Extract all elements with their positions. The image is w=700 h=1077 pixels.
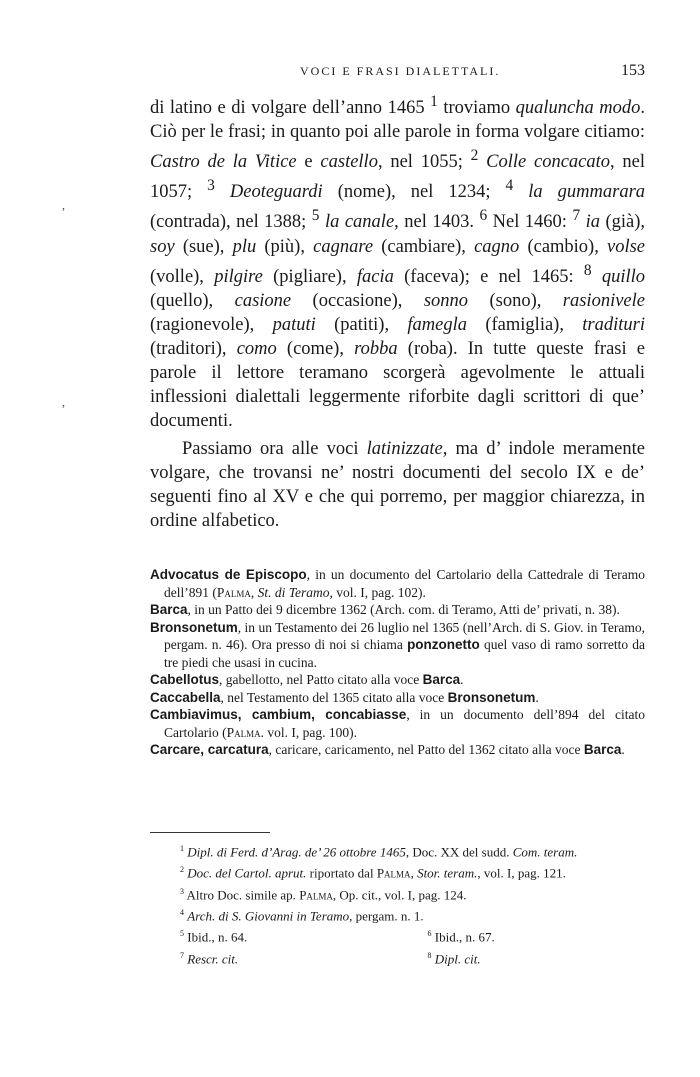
footnote-rule (150, 832, 270, 833)
footnote-ref: 3 (207, 177, 215, 195)
text-run: di latino e di volgare dell’anno 1465 (150, 98, 431, 119)
text-run: , nel 1403. (394, 212, 480, 233)
footnote (150, 861, 645, 882)
text-run: (ragionevole), (150, 314, 273, 335)
glossary-entry (150, 619, 645, 672)
text-run: , vol. I, pag. 102). (329, 584, 426, 600)
text-run: la gummarara (528, 182, 646, 203)
footnote-row (150, 925, 645, 946)
footnote (150, 904, 645, 925)
text-run: patuti (272, 314, 316, 335)
text-run: tradituri (582, 314, 646, 335)
text-run: Stor. teram. (417, 865, 478, 881)
headword: Advocatus de Episcopo (150, 567, 307, 582)
headword: Carcare, carcatura (150, 742, 269, 757)
text-run: casione (234, 290, 292, 311)
text-run: (roba). In tutte queste frasi e parole il lettore teramano scorgerà agevolmente le attuali inflessioni dialettali leggermente riforbite dagli scrittori di que’ documenti. (150, 338, 645, 431)
text-run: (volle), (150, 266, 215, 287)
text-run: , ma d’ indole meramente volgare, che trovansi ne’ nostri documenti del secolo IX e de’ seguenti fino al XV e che qui porremo, per maggior chiarezza, in ordine alfabetico. (150, 438, 645, 531)
headword: Cabellotus (150, 672, 220, 687)
text-run: Deoteguardi (229, 182, 323, 203)
text-run: Castro de la Vitice (150, 152, 297, 173)
margin-mark: , (62, 198, 65, 212)
text-run: famegla (407, 314, 468, 335)
text-run: sonno (423, 290, 469, 311)
text-run: Altro Doc. simile ap. (184, 886, 300, 902)
text-run: e (296, 152, 321, 173)
text-run: riportato dal (306, 865, 377, 881)
text-run: (pigliare), (262, 266, 357, 287)
footnotes (150, 840, 645, 968)
text-run: facia (356, 266, 394, 287)
text-run: (traditori), (150, 338, 237, 359)
footnote (150, 883, 645, 904)
footnote-ref: 6 (427, 929, 432, 939)
footnote (150, 925, 398, 946)
footnote-row (150, 947, 645, 968)
glossary-entry (150, 689, 645, 707)
text-run: , vol. I, pag. 121. (477, 865, 566, 881)
text-run: Palma (299, 886, 333, 902)
text-run: , Doc. XX del sudd. (405, 844, 513, 860)
footnote-ref: 1 (180, 844, 184, 853)
text-run: qualuncha modo (515, 98, 641, 119)
footnote-ref: 7 (572, 207, 581, 225)
headword: Bronsonetum (150, 619, 238, 635)
text-run: plu (232, 236, 257, 257)
text-run (513, 182, 528, 202)
text-run: , pergam. n. 1. (349, 908, 424, 924)
headword: Caccabella (150, 689, 221, 705)
text-run: . (460, 672, 464, 687)
footnote (150, 840, 645, 861)
footnote (398, 947, 646, 968)
text-run: , Op. cit., vol. I, pag. 124. (332, 886, 467, 902)
glossary-list (150, 566, 645, 759)
text-run: , (250, 584, 258, 600)
headword: Bronsonetum (447, 689, 536, 705)
footnote-ref: 1 (430, 93, 438, 110)
text-run: (come), (276, 338, 355, 359)
text-run: Arch. di S. Giovanni in Teramo (187, 908, 350, 924)
glossary-entry (150, 601, 645, 619)
footnote-ref: 5 (311, 207, 320, 225)
text-run: Dipl. di Ferd. d’Arag. de’ 26 ottobre 1465 (187, 844, 406, 860)
headword: ponzonetto (407, 637, 480, 652)
text-run: pilgire (214, 266, 263, 287)
text-run: St. di Teramo (257, 584, 330, 600)
text-run: cagnare (313, 236, 374, 257)
text-run: (patiti), (315, 314, 408, 335)
text-run: , in un documento dell’894 del citato Cartolario ( (164, 707, 645, 740)
text-run: Nel 1460: (487, 212, 573, 233)
footnote (150, 947, 398, 968)
body-paragraph (150, 90, 645, 433)
running-header (150, 62, 645, 80)
text-run: (più), (256, 236, 314, 257)
text-run (478, 152, 486, 172)
text-run: Rescr. cit. (187, 950, 239, 966)
text-run: Palma (226, 724, 261, 740)
text-run: Ibid., n. 67. (431, 929, 495, 945)
text-run: Palma (376, 865, 411, 881)
text-run: troviamo (437, 98, 516, 119)
text-run: , in un Testamento dei 26 luglio nel 1365 (nell’Arch. di S. Giov. in Teramo, pergam. n. 46). Ora presso di noi si chiama (164, 619, 645, 652)
glossary-entry (150, 671, 645, 689)
text-run: Colle concacato (486, 152, 611, 173)
footnote-ref: 5 (180, 929, 184, 939)
text-run: Passiamo ora alle voci (182, 438, 367, 459)
text-run: (quello), (150, 290, 235, 311)
page-number: 153 (621, 62, 645, 79)
running-title: VOCI E FRASI DIALETTALI. (300, 64, 501, 78)
text-run: como (236, 338, 277, 359)
text-run: quillo (601, 266, 646, 287)
text-run: (nome), nel 1234; (322, 182, 506, 203)
footnote-ref: 4 (180, 907, 184, 917)
glossary-entry (150, 566, 645, 601)
text-run: quel vaso di ramo sorretto da tre piedi che usasi in cucina. (164, 637, 645, 670)
text-run (592, 267, 602, 287)
text-run: la canale (324, 212, 395, 233)
text-run: ia (585, 212, 601, 233)
text-run: Palma (216, 584, 251, 600)
footnote-ref: 2 (470, 147, 479, 165)
text-run: volse (607, 236, 646, 257)
text-run: (occasione), (291, 290, 424, 311)
text-run: , gabellotto, nel Patto citato alla voce (219, 672, 423, 687)
headword: Barca (583, 742, 622, 757)
footnote-ref: 7 (180, 950, 184, 960)
text-run: (sue), (174, 236, 233, 257)
glossary-entry (150, 741, 645, 759)
text-run: (sono), (468, 290, 563, 311)
text-run: (famiglia), (467, 314, 583, 335)
text-run (215, 182, 230, 202)
text-run: , caricare, caricamento, nel Patto del 1362 citato alla voce (268, 742, 584, 757)
text-run: cagno (474, 236, 520, 257)
footnote-ref: 8 (583, 261, 592, 279)
text-run: . vol. I, pag. 100). (260, 724, 357, 740)
text-run: latinizzate (366, 438, 443, 459)
text-run: . (621, 742, 625, 757)
footnote-ref: 4 (505, 177, 514, 195)
text-run: , nel 1055; (377, 152, 471, 173)
footnote-ref: 2 (180, 865, 184, 875)
text-run: Dipl. cit. (434, 950, 481, 966)
text-run: rasionivele (562, 290, 645, 311)
text-run: (faceva); e nel 1465: (393, 266, 584, 287)
body-paragraph (150, 437, 645, 533)
body-text (150, 90, 645, 533)
text-run: , in un documento del Cartolario della Cattedrale di Teramo dell’891 ( (164, 567, 645, 600)
footnote (398, 925, 646, 946)
text-run: (contrada), nel 1388; (150, 212, 312, 233)
headword: Cambiavimus, cambium, concabiasse (150, 707, 407, 722)
headword: Barca (150, 602, 188, 617)
text-run: (cambiare), (373, 236, 475, 257)
footnote-ref: 3 (180, 886, 184, 896)
text-run: Ibid., n. 64. (184, 929, 248, 945)
text-run: soy (150, 236, 175, 257)
text-run: robba (354, 338, 398, 359)
glossary-entry (150, 706, 645, 741)
text-run: , nel 1057; (150, 152, 646, 203)
text-run: Doc. del Cartol. aprut. (187, 865, 307, 881)
text-run: , nel Testamento del 1365 citato alla voce (220, 689, 448, 705)
text-run: Com. teram. (512, 844, 578, 860)
text-run: (già), (600, 212, 646, 233)
footnote-ref: 6 (479, 207, 488, 225)
margin-mark: , (62, 395, 65, 409)
text-run: , in un Patto dei 9 dicembre 1362 (Arch. com. di Teramo, Atti de’ privati, n. 38). (187, 602, 620, 617)
text-run: . Ciò per le frasi; in quanto poi alle parole in forma volgare citiamo: (150, 98, 645, 143)
text-run: , (410, 865, 418, 881)
footnote-ref: 8 (427, 950, 432, 960)
text-run: castello (320, 152, 378, 173)
headword: Barca (422, 672, 461, 687)
text-run: . (535, 689, 539, 705)
text-run: (cambio), (519, 236, 607, 257)
